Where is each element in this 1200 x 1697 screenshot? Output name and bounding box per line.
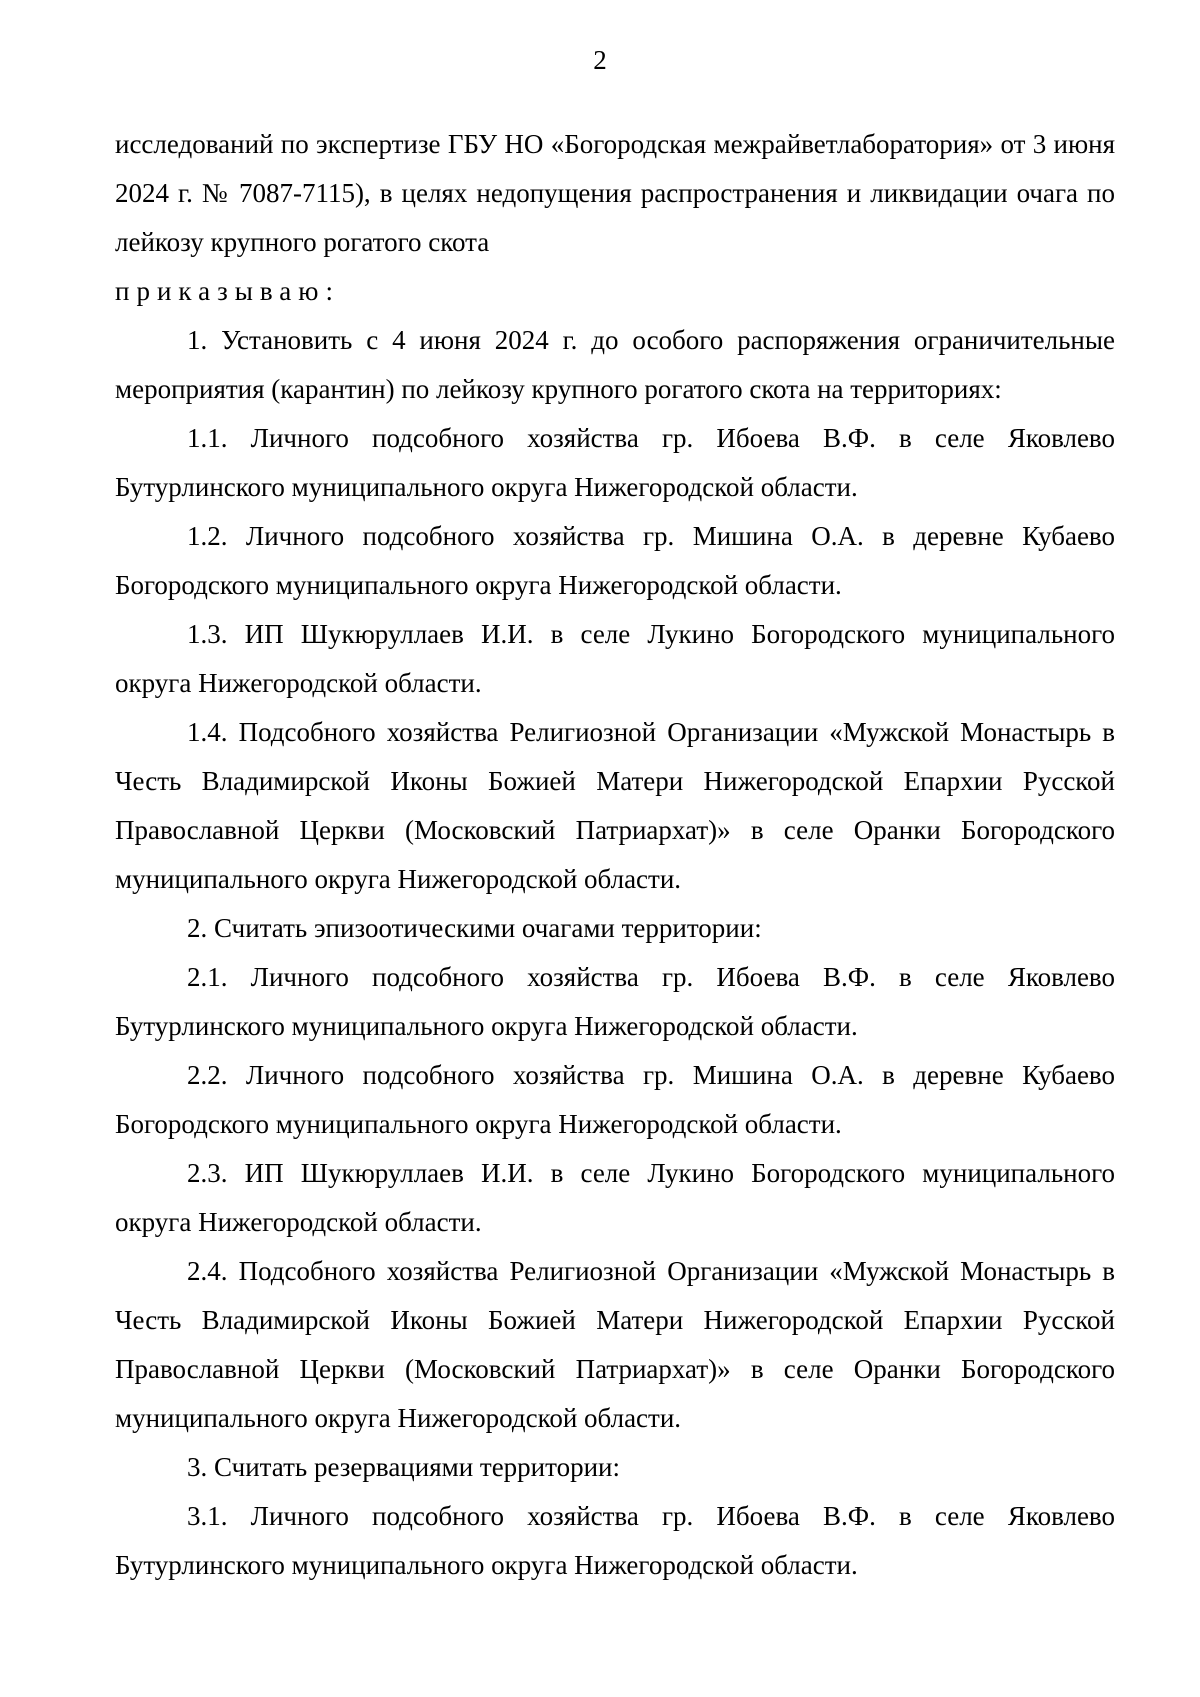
item-1-3: 1.3. ИП Шукюруллаев И.И. в селе Лукино Богородского муниципального округа Нижегородской области. — [115, 619, 1115, 698]
item-1-1: 1.1. Личного подсобного хозяйства гр. Ибоева В.Ф. в селе Яковлево Бутурлинского муниципального округа Нижегородской области. — [115, 423, 1115, 502]
item-1-4: 1.4. Подсобного хозяйства Религиозной Организации «Мужской Монастырь в Честь Владимирской Иконы Божией Матери Нижегородской Епархии Русской Православной Церкви (Московский Патриархат)» в селе Оранки Богородского муниципального округа Нижегородской области. — [115, 717, 1115, 894]
item-1: 1. Установить с 4 июня 2024 г. до особого распоряжения ограничительные мероприятия (карантин) по лейкозу крупного рогатого скота на территориях: — [115, 325, 1115, 404]
item-2-2: 2.2. Личного подсобного хозяйства гр. Мишина О.А. в деревне Кубаево Богородского муниципального округа Нижегородской области. — [115, 1060, 1115, 1139]
page-number: 2 — [593, 45, 607, 75]
order-keyword: приказываю: — [115, 276, 340, 306]
paragraph-intro-continuation: исследований по экспертизе ГБУ НО «Богородская межрайветлаборатория» от 3 июня 2024 г. № 7087-7115), в целях недопущения распространения и ликвидации очага по лейкозу крупного рогатого скота — [115, 129, 1115, 257]
item-2-1: 2.1. Личного подсобного хозяйства гр. Ибоева В.Ф. в селе Яковлево Бутурлинского муниципального округа Нижегородской области. — [115, 962, 1115, 1041]
item-2: 2. Считать эпизоотическими очагами территории: — [187, 913, 762, 943]
item-3: 3. Считать резервациями территории: — [187, 1452, 620, 1482]
item-2-4: 2.4. Подсобного хозяйства Религиозной Организации «Мужской Монастырь в Честь Владимирской Иконы Божией Матери Нижегородской Епархии Русской Православной Церкви (Московский Патриархат)» в селе Оранки Богородского муниципального округа Нижегородской области. — [115, 1256, 1115, 1433]
item-1-2: 1.2. Личного подсобного хозяйства гр. Мишина О.А. в деревне Кубаево Богородского муниципального округа Нижегородской области. — [115, 521, 1115, 600]
item-2-3: 2.3. ИП Шукюруллаев И.И. в селе Лукино Богородского муниципального округа Нижегородской области. — [115, 1158, 1115, 1237]
item-3-1: 3.1. Личного подсобного хозяйства гр. Ибоева В.Ф. в селе Яковлево Бутурлинского муниципального округа Нижегородской области. — [115, 1501, 1115, 1580]
document-body — [115, 120, 1115, 1590]
